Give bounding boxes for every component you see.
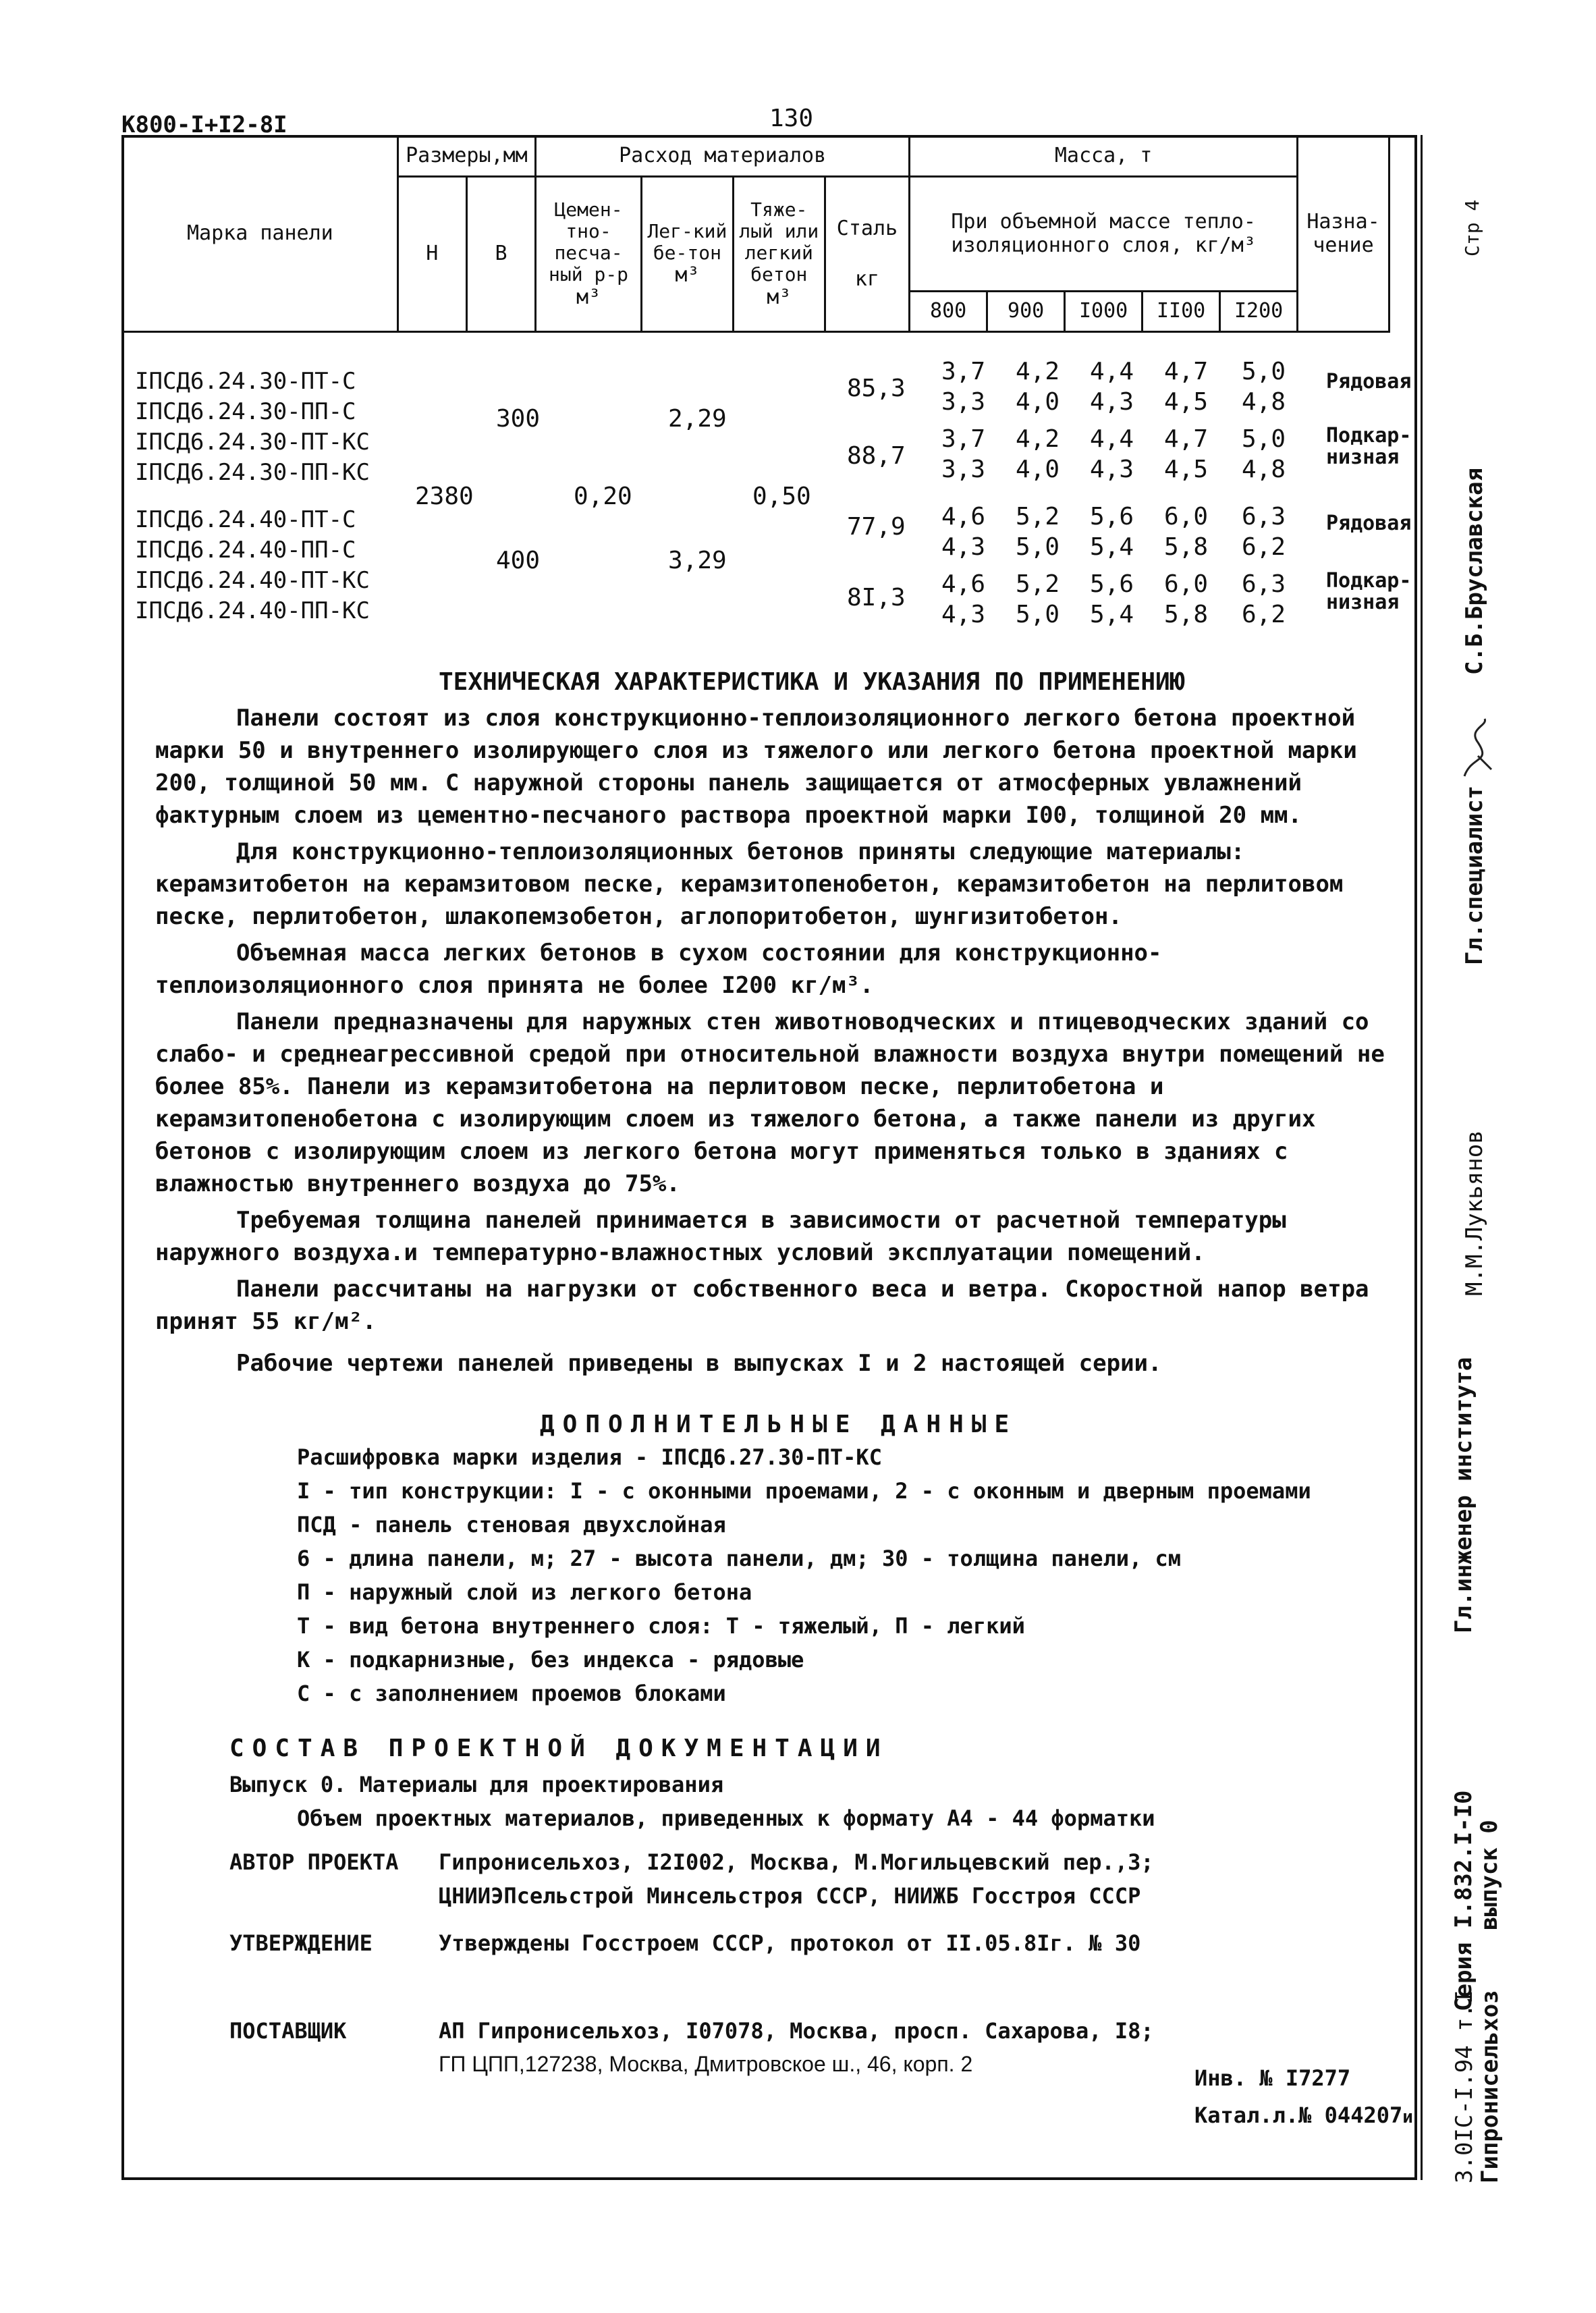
tech-body bbox=[155, 702, 1390, 1384]
mass-value: 4,7 bbox=[1164, 425, 1209, 453]
mass-value: 4,5 bbox=[1164, 388, 1209, 416]
purpose: Подкар-низная bbox=[1326, 424, 1412, 469]
mass-value: 4,6 bbox=[941, 570, 986, 598]
supplier-line: ГП ЦПП,127238, Москва, Дмитровское ш., 46, корп. 2 bbox=[439, 2052, 973, 2076]
mass-value: 3,3 bbox=[941, 456, 986, 483]
extra-line: Т - вид бетона внутреннего слоя: Т - тяжелый, П - легкий bbox=[297, 1613, 1025, 1639]
extra-line: С - с заполнением проемов блоками bbox=[297, 1681, 726, 1706]
mass-value: 4,3 bbox=[941, 601, 986, 628]
extra-line: К - подкарнизные, без индекса - рядовые bbox=[297, 1647, 804, 1672]
mass-value: 6,2 bbox=[1242, 601, 1286, 628]
col-cement bbox=[536, 177, 642, 332]
mass-value: 5,6 bbox=[1090, 570, 1134, 598]
author-line: ЦНИИЭПсельстрой Минсельстроя СССР, НИИЖБ Госстроя СССР bbox=[439, 1883, 1141, 1909]
panel-mark: IПСД6.24.40-ПТ-С bbox=[135, 506, 356, 533]
mass-value: 5,0 bbox=[1242, 358, 1286, 385]
stamp-divider bbox=[1421, 135, 1423, 2180]
col-steel-label: Сталь bbox=[836, 217, 898, 240]
extra-line: П - наружный слой из легкого бетона bbox=[297, 1579, 752, 1605]
steel-value: 85,3 bbox=[847, 375, 906, 402]
tech-paragraph: Рабочие чертежи панелей приведены в выпусках I и 2 настоящей серии. bbox=[236, 1350, 1162, 1377]
col-h: Н bbox=[397, 177, 466, 332]
light-concrete-value: 2,29 bbox=[668, 405, 727, 433]
signature-image bbox=[1458, 715, 1498, 783]
mass-value: 6,3 bbox=[1242, 570, 1286, 598]
tech-paragraph: Для конструкционно-теплоизоляционных бетонов приняты следующие материалы: керамзитобетон на керамзитовом песке, керамзитопенобетон, керамзитобетон на перлитовом песке, перлитобетон, шлакопемзобетон, аглопоритобетон, шунгизитобетон. bbox=[155, 838, 1344, 930]
supplier-line: АП Гипронисельхоз, I07078, Москва, просп. Сахарова, I8; bbox=[439, 2018, 1154, 2044]
mass-value: 4,2 bbox=[1016, 358, 1060, 385]
mass-value: 5,6 bbox=[1090, 503, 1134, 530]
mass-value: 5,2 bbox=[1016, 570, 1060, 598]
extra-title: ДОПОЛНИТЕЛЬНЫЕ ДАННЫЕ bbox=[540, 1411, 1018, 1438]
mass-value: 6,3 bbox=[1242, 503, 1286, 530]
panel-mark: IПСД6.24.40-ПП-КС bbox=[135, 597, 370, 624]
mass-value: 4,7 bbox=[1164, 358, 1209, 385]
mass-value: 5,8 bbox=[1164, 533, 1209, 561]
extra-line: Расшифровка марки изделия - IПСД6.27.30-ПТ-КС bbox=[297, 1444, 882, 1470]
col-materials: Расход материалов bbox=[536, 136, 910, 177]
light-concrete-value: 3,29 bbox=[668, 547, 727, 574]
mass-value: 4,5 bbox=[1164, 456, 1209, 483]
org-vertical: Гипронисельхоз bbox=[1477, 1990, 1504, 2183]
series-issue: выпуск 0 bbox=[1476, 1820, 1503, 1930]
mass-value: 4,3 bbox=[1090, 456, 1134, 483]
page-number: 130 bbox=[769, 105, 814, 132]
mass-value: 5,4 bbox=[1090, 601, 1134, 628]
mass-value: 5,4 bbox=[1090, 533, 1134, 561]
mass-value: 6,0 bbox=[1164, 570, 1209, 598]
docs-title: СОСТАВ ПРОЕКТНОЙ ДОКУМЕНТАЦИИ bbox=[229, 1735, 889, 1762]
col-heavy-unit: м³ bbox=[767, 285, 792, 309]
mass-value: 4,8 bbox=[1242, 456, 1286, 483]
tech-paragraph: Требуемая толщина панелей принимается в зависимости от расчетной температуры наружного воздуха.и температурно-влажностных условий эксплуатации помещений. bbox=[155, 1207, 1286, 1266]
supplier-label: ПОСТАВЩИК bbox=[229, 2018, 347, 2044]
col-b: В bbox=[466, 177, 535, 332]
mass-value: 3,7 bbox=[941, 358, 986, 385]
mass-level: 900 bbox=[987, 292, 1065, 332]
tech-paragraph: Панели состоят из слоя конструкционно-теплоизоляционного легкого бетона проектной марки 50 и внутреннего изолирующего слоя из тяжелого или легкого бетона проектной марки 200, толщиной 50 мм. С наружной стороны панель защищается от атмосферных увлажнений фактурным слоем из цементно-песчаного раствора проектной марки I00, толщиной 20 мм. bbox=[155, 705, 1357, 829]
tech-paragraph: Панели рассчитаны на нагрузки от собственного веса и ветра. Скоростной напор ветра принят 55 кг/м². bbox=[155, 1276, 1369, 1335]
series-label: Серия I.832.I-I0 bbox=[1450, 1790, 1477, 2011]
col-cement-label: Цемен-тно-песча-ный р-р bbox=[549, 198, 629, 286]
purpose: Рядовая bbox=[1326, 370, 1412, 393]
steel-value: 88,7 bbox=[847, 442, 906, 470]
tech-title: ТЕХНИЧЕСКАЯ ХАРАКТЕРИСТИКА И УКАЗАНИЯ ПО ПРИМЕНЕНИЮ bbox=[439, 668, 1185, 696]
doc-code-vertical: 3.0IС-I.94 т.I bbox=[1451, 1990, 1478, 2183]
extra-line: 6 - длина панели, м; 27 - высота панели, дм; 30 - толщина панели, см bbox=[297, 1546, 1182, 1571]
mass-value: 4,3 bbox=[1090, 388, 1134, 416]
docs-issue: Выпуск 0. Материалы для проектирования bbox=[229, 1772, 724, 1797]
approval-text: Утверждены Госстроем СССР, протокол от II.05.8Iг. № 30 bbox=[439, 1930, 1141, 1956]
mass-value: 6,2 bbox=[1242, 533, 1286, 561]
mass-value: 4,3 bbox=[941, 533, 986, 561]
person-bruslavskaya: С.Б.Бруславская bbox=[1461, 467, 1488, 675]
mass-value: 5,8 bbox=[1164, 601, 1209, 628]
mass-value: 5,2 bbox=[1016, 503, 1060, 530]
inventory-number: Инв. № I7277 bbox=[1194, 2065, 1351, 2091]
mass-value: 4,8 bbox=[1242, 388, 1286, 416]
mass-value: 6,0 bbox=[1164, 503, 1209, 530]
steel-value: 8I,3 bbox=[847, 584, 906, 611]
catalog-suffix: и bbox=[1402, 2107, 1413, 2127]
mass-level: 800 bbox=[910, 292, 987, 332]
col-light-label: Лег-кий бе-тон bbox=[647, 220, 727, 265]
panel-mark: IПСД6.24.30-ПП-КС bbox=[135, 459, 370, 486]
col-light-unit: м³ bbox=[675, 263, 700, 288]
purpose: Подкар-низная bbox=[1326, 569, 1412, 614]
author-line: Гипронисельхоз, I2I002, Москва, М.Могильцевский пер.,3; bbox=[439, 1849, 1154, 1875]
catalog-number bbox=[1194, 2102, 1413, 2128]
sheet-label: Стр 4 bbox=[1461, 199, 1483, 256]
catalog-number-text: Катал.л.№ 044207 bbox=[1194, 2102, 1403, 2128]
steel-value: 77,9 bbox=[847, 513, 906, 541]
col-purpose: Назна-чение bbox=[1298, 136, 1389, 332]
panel-mark: IПСД6.24.30-ПП-С bbox=[135, 398, 356, 425]
mass-level: I000 bbox=[1065, 292, 1143, 332]
role-chief-specialist: Гл.специалист bbox=[1461, 785, 1488, 965]
role-chief-engineer: Гл.инженер института bbox=[1450, 1357, 1477, 1633]
mass-level: II00 bbox=[1143, 292, 1220, 332]
mass-value: 4,6 bbox=[941, 503, 986, 530]
width-value: 300 bbox=[496, 405, 541, 433]
heavy-concrete-value: 0,50 bbox=[752, 483, 811, 510]
mass-value: 3,7 bbox=[941, 425, 986, 453]
col-mark: Марка панели bbox=[123, 136, 398, 332]
panel-mark: IПСД6.24.30-ПТ-КС bbox=[135, 429, 370, 456]
height-value: 2380 bbox=[415, 483, 474, 510]
col-mass: Масса, т bbox=[910, 136, 1298, 177]
doc-code: К800-I+I2-8I bbox=[121, 111, 287, 138]
mass-value: 3,3 bbox=[941, 388, 986, 416]
width-value: 400 bbox=[496, 547, 541, 574]
mass-value: 4,2 bbox=[1016, 425, 1060, 453]
extra-line: I - тип конструкции: I - с оконными проемами, 2 - с оконным и дверным проемами bbox=[297, 1478, 1311, 1504]
person-lukyanov: М.М.Лукьянов bbox=[1461, 1130, 1488, 1296]
mass-value: 4,4 bbox=[1090, 425, 1134, 453]
mass-value: 4,4 bbox=[1090, 358, 1134, 385]
mass-level: I200 bbox=[1220, 292, 1298, 332]
tech-paragraph: Объемная масса легких бетонов в сухом состоянии для конструкционно-теплоизоляционного слоя принята не более I200 кг/м³. bbox=[155, 940, 1162, 999]
extra-line: ПСД - панель стеновая двухслойная bbox=[297, 1512, 726, 1538]
mass-value: 5,0 bbox=[1242, 425, 1286, 453]
panel-mark: IПСД6.24.40-ПТ-КС bbox=[135, 567, 370, 594]
approval-label: УТВЕРЖДЕНИЕ bbox=[229, 1930, 373, 1956]
docs-volume: Объем проектных материалов, приведенных к формату А4 - 44 форматки bbox=[297, 1805, 1155, 1831]
panel-mark: IПСД6.24.40-ПП-С bbox=[135, 537, 356, 564]
col-mass-sub: При объемной массе тепло-изоляционного слоя, кг/м³ bbox=[910, 177, 1298, 292]
col-steel-unit: кг bbox=[854, 267, 879, 291]
mass-value: 4,0 bbox=[1016, 388, 1060, 416]
mass-value: 5,0 bbox=[1016, 533, 1060, 561]
col-light bbox=[641, 177, 733, 332]
mass-value: 5,0 bbox=[1016, 601, 1060, 628]
spec-table-header bbox=[121, 135, 1390, 333]
col-heavy-label: Тяже-лый или легкий бетон bbox=[739, 198, 819, 286]
mass-value: 4,0 bbox=[1016, 456, 1060, 483]
purpose: Рядовая bbox=[1326, 512, 1412, 535]
col-steel bbox=[825, 177, 909, 332]
col-heavy bbox=[733, 177, 825, 332]
col-cement-unit: м³ bbox=[576, 285, 601, 309]
col-sizes: Размеры,мм bbox=[397, 136, 535, 177]
panel-mark: IПСД6.24.30-ПТ-С bbox=[135, 368, 356, 395]
cement-value: 0,20 bbox=[574, 483, 632, 510]
tech-paragraph: Панели предназначены для наружных стен животноводческих и птицеводческих зданий со слабо- и среднеагрессивной средой при относительной влажности воздуха внутри помещений не более 85%. Панели из керамзитобетона на перлитовом песке, перлитобетона и керамзитопенобетона с изолирующим слоем из тяжелого бетона, а также панели из других бетонов с изолирующим слоем из легкого бетона могут применяться только в зданиях с влажностью внутреннего воздуха до 75%. bbox=[155, 1008, 1385, 1197]
author-label: АВТОР ПРОЕКТА bbox=[229, 1849, 399, 1875]
